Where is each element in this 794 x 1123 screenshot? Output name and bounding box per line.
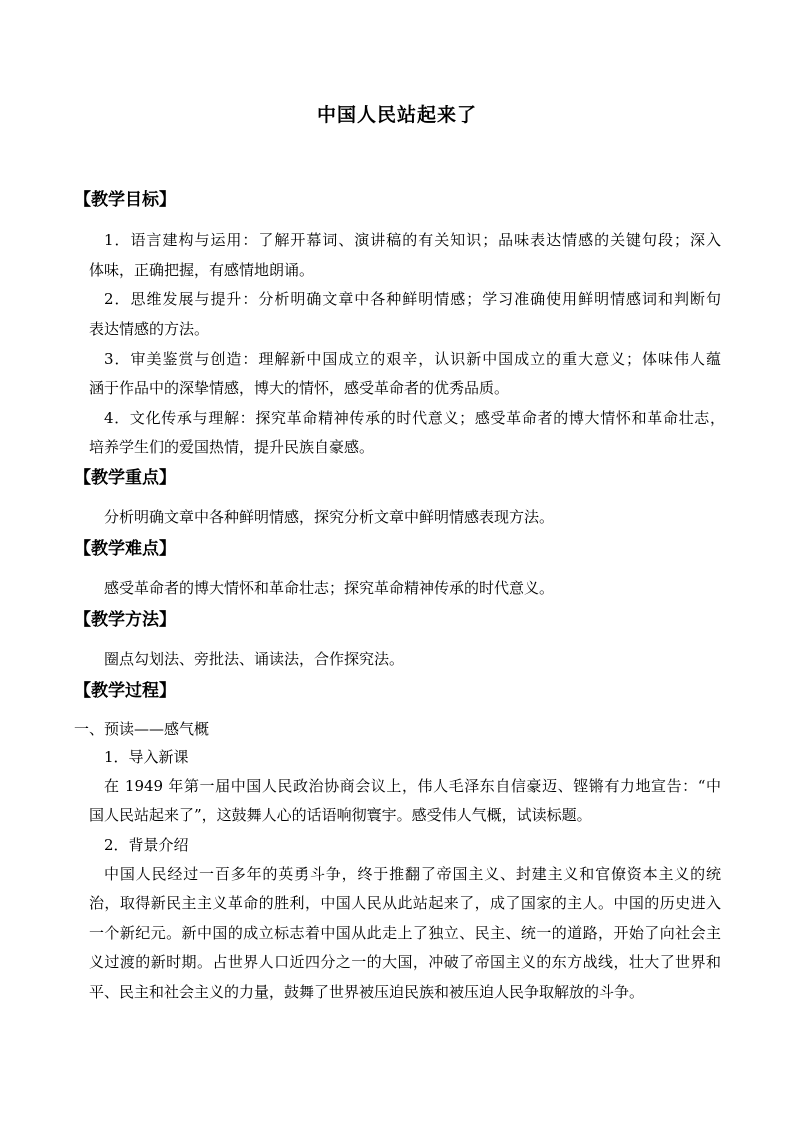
step2-line-4: 义过渡的新时期。占世界人口近四分之一的大国，冲破了帝国主义的东方战线，壮大了世界和 xyxy=(89,953,721,971)
step1-line-2: 国人民站起来了”，这鼓舞人心的话语响彻寰宇。感受伟人气概，试读标题。 xyxy=(89,806,592,824)
key-points-text: 分析明确文章中各种鲜明情感，探究分析文章中鲜明情感表现方法。 xyxy=(104,508,555,526)
heading-methods: 【教学方法】 xyxy=(74,610,176,630)
goals-line-2: 体味，正确把握，有感情地朗诵。 xyxy=(89,261,315,279)
step2-line-1: 中国人民经过一百多年的英勇斗争，终于推翻了帝国主义、封建主义和官僚资本主义的统 xyxy=(104,865,721,883)
methods-text: 圈点勾划法、旁批法、诵读法，合作探究法。 xyxy=(104,650,405,668)
heading-difficulties: 【教学难点】 xyxy=(74,539,176,559)
goals-line-3: 2．思维发展与提升：分析明确文章中各种鲜明情感；学习准确使用鲜明情感词和判断句 xyxy=(104,290,721,308)
heading-teaching-goals: 【教学目标】 xyxy=(74,190,176,210)
difficulties-text: 感受革命者的博大情怀和革命壮志；探究革命精神传承的时代意义。 xyxy=(104,579,555,597)
step2-line-5: 平、民主和社会主义的力量，鼓舞了世界被压迫民族和被压迫人民争取解放的斗争。 xyxy=(89,983,645,1001)
goals-line-4: 表达情感的方法。 xyxy=(89,320,210,338)
step1-line-1: 在 1949 年第一届中国人民政治协商会议上，伟人毛泽东自信豪迈、铿锵有力地宣告：“中 xyxy=(104,777,721,795)
step2-title: 2．背景介绍 xyxy=(104,836,189,854)
goals-line-1: 1．语言建构与运用：了解开幕词、演讲稿的有关知识；品味表达情感的关键句段；深入 xyxy=(104,231,721,249)
heading-key-points: 【教学重点】 xyxy=(74,468,176,488)
document-title: 中国人民站起来了 xyxy=(316,104,477,126)
heading-process: 【教学过程】 xyxy=(74,681,176,701)
step2-line-2: 治，取得新民主主义革命的胜利，中国人民从此站起来了，成了国家的主人。中国的历史进入 xyxy=(89,894,721,912)
step1-title: 1．导入新课 xyxy=(104,748,189,766)
step2-line-3: 一个新纪元。新中国的成立标志着中国从此走上了独立、民主、统一的道路，开始了向社会主 xyxy=(89,924,721,942)
goals-line-5: 3．审美鉴赏与创造：理解新中国成立的艰辛，认识新中国成立的重大意义；体味伟人蕴 xyxy=(104,350,721,368)
goals-line-6: 涵于作品中的深挚情感，博大的情怀，感受革命者的优秀品质。 xyxy=(89,379,510,397)
goals-line-7: 4．文化传承与理解：探究革命精神传承的时代意义；感受革命者的博大情怀和革命壮志， xyxy=(104,409,725,427)
process-part1-title: 一、预读——感气概 xyxy=(74,720,210,738)
goals-line-8: 培养学生们的爱国热情，提升民族自豪感。 xyxy=(89,438,375,456)
